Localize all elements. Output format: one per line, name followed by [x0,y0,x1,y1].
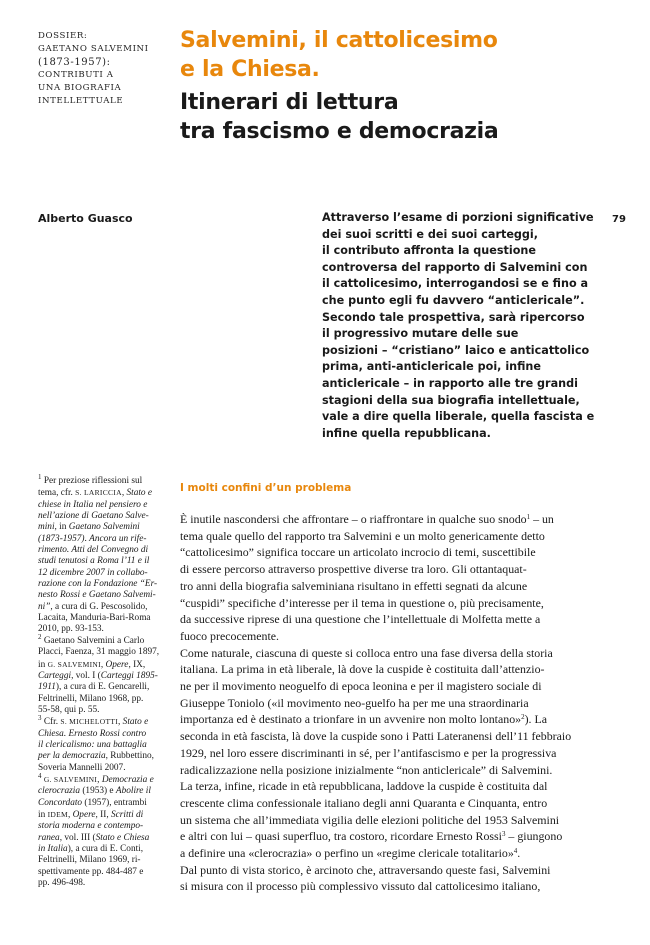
title-italic: per la democrazia [38,751,106,762]
body-line: ne per il movimento neoguelfo di epoca leonina e per il magistero sociale di [180,679,542,694]
title-italic: 1911 [38,682,56,693]
title-italic: in Italia [38,844,68,854]
body-line: fuoco precocemente. [180,628,280,643]
footnote-line: Lacaita, Manduria-Bari-Roma [38,613,151,624]
footnote-line [38,751,168,762]
text: importanza ed è destinato a trionfare in un avvenire non molto lontano» [180,712,522,727]
text: , in [54,522,69,533]
title-line: Salvemini, il cattolicesimo [180,28,498,53]
footnote-line [38,740,168,751]
body-line [180,845,618,862]
text: , vol. III ( [59,832,96,843]
footnote-line [38,786,168,797]
footnote-line [38,473,168,487]
footnote-line: Soveria Mannelli 2007. [38,762,126,773]
text: a definire una «clerocrazia» o perfino un «regime clericale totalitario» [180,846,514,861]
text: , Rubbettino, [105,751,154,762]
footnote-mark: 4 [38,771,42,780]
footnote-line [38,487,168,499]
title-italic: Carteggi 1895- [100,670,158,681]
abstract-line: Attraverso l’esame di porzioni significative [322,211,594,224]
title-italic: il clericalismo: una battaglia [38,739,147,750]
text: È inutile nascondersi che affrontare – o riaffrontare in qualche suo snodo [180,512,527,526]
text: , [118,717,123,728]
abstract-line: il contributo affronta la questione [322,244,536,258]
footnote-line: spettivamente pp. 484-487 e [38,866,144,877]
footnote-line [38,534,168,545]
footnotes [38,473,168,889]
text: , IX, [128,659,146,670]
footnote-line [38,511,168,522]
author-smallcaps: G. SALVEMINI [43,774,98,784]
text: , II, [95,809,111,820]
text: . [517,846,521,861]
abstract-line: il cattolicesimo, interrogandosi se e fino a [322,277,589,291]
abstract-line: infine quella repubblicana. [322,426,491,440]
text: tema, cfr. [38,488,76,499]
body-line: tema quale quello del rapporto tra Salvemini e un molto genericamente detto [180,528,545,543]
title-italic: Concordato [38,797,83,808]
body-text [180,511,618,895]
footnote-line [38,821,168,832]
body-line: Giuseppe Toniolo («il movimento neo-guelfo ha per me una straordinaria [180,695,529,710]
dossier-line: UNA BIOGRAFIA [38,83,122,93]
footnote-line: Feltrinelli, Milano 1968, pp. [38,693,144,704]
body-line: da successive riprese di una questione che l’intellettuale di Molfetta mette a [180,612,541,627]
text: – un [530,512,554,526]
title-italic: chiese in Italia nel pensiero e [38,499,148,510]
footnote-ref[interactable]: 4 [513,847,518,856]
footnote-mark: 2 [38,632,42,641]
footnote-line [38,844,168,855]
author-name: Alberto Guasco [38,212,133,225]
footnote-line [38,729,168,740]
body-line: 1929, nel loro essere discriminanti in sé, per l’antifascismo e per la progressiva [180,745,557,760]
abstract-line: controversa del rapporto di Salvemini con [322,260,588,274]
title-italic: Gaetano Salvemini [68,522,140,533]
footnote-line [38,632,168,647]
body-line: di essere percorso attraverso prospettive diverse tra loro. Gli ottantaquat- [180,562,527,577]
footnote-ref[interactable]: 2 [521,713,525,722]
dossier-line: INTELLETTUALE [38,96,124,106]
title-italic: Opere [72,809,96,820]
title-italic: Abolire il [115,786,151,797]
title-italic: Scritti di [110,809,144,820]
title-italic: 12 dicembre 2007 in collabo- [38,567,148,578]
title-italic: ranea [38,832,60,843]
body-line: “cuspidi” specifiche d’interesse per il tema in questione o, più precisamente, [180,595,544,610]
abstract-line: Secondo tale prospettiva, sarà ripercorso [322,310,585,324]
abstract [322,210,602,442]
text: in [38,809,48,820]
footnote-line [38,798,168,809]
subtitle-line: tra fascismo e democrazia [180,119,499,144]
article-title [180,26,498,84]
title-line: e la Chiesa. [180,57,320,82]
text: – giungono [505,829,563,844]
article-subtitle [180,88,498,146]
footnote-line: pp. 496-498. [38,878,86,889]
footnote-line [38,568,168,579]
text: , a cura di G. Pescosolido, [50,601,148,612]
abstract-line: che punto egli fu davvero “anticlericale”. [322,293,585,307]
text: , [121,488,127,499]
text: in [38,659,48,670]
footnote-line [38,556,168,567]
text: e altri con lui – quasi superfluo, tra costoro, ricordare Ernesto Rossi [180,829,502,844]
text: , vol. I ( [71,670,101,681]
title-italic: Ancora un rife- [89,533,147,544]
abstract-line: prima, anti-anticlericale poi, infine [322,360,541,374]
footnote-line [38,545,168,556]
dossier-label [38,30,168,108]
abstract-line: dei suoi scritti e dei suoi carteggi, [322,227,539,241]
footnote-line [38,716,168,728]
title-italic: ni” [38,601,51,612]
title-italic: Chiesa. Ernesto Rossi contro [38,728,147,739]
footnote-line [38,833,168,844]
title-italic: mini [38,522,55,533]
title-italic: (1873-1957) [38,533,85,544]
dossier-line: (1873-1957): [38,57,111,68]
body-line: si misura con il processo più complessivo vissuto dal cattolicesimo italiano, [180,879,541,894]
body-line: tro anni della biografia salveminiana risultano in effetti segnati da alcune [180,578,528,593]
body-line: un sistema che all’immediata vigilia delle elezioni politiche del 1953 Salvemini [180,812,560,827]
dossier-line: DOSSIER: [38,31,88,41]
abstract-line: vale a dire quella liberale, quella fascista e [322,410,595,424]
text: . [84,533,90,544]
title-italic: nell’azione di Gaetano Salve- [38,511,149,522]
title-italic: clerocrazia [38,786,80,797]
footnote-line [38,671,168,682]
text: ), a cura di E. Conti, [67,844,144,854]
title-italic: Carteggi [38,670,72,681]
subtitle-line: Itinerari di lettura [180,90,399,115]
footnote-line [38,602,168,613]
author-smallcaps: S. MICHELOTTI [60,717,119,727]
footnote-line [38,522,168,533]
title-italic: Opere [105,659,129,670]
footnote-line [38,771,168,786]
footnote-line [38,579,168,590]
dossier-line: CONTRIBUTI A [38,70,114,80]
text: Gaetano Salvemini a Carlo [41,635,145,646]
footnote-line: Feltrinelli, Milano 1969, ri- [38,855,141,866]
section-heading: I molti confini d’un problema [180,482,352,494]
abstract-line: il progressivo mutare delle sue [322,327,519,341]
title-italic: storia moderna e contempo- [38,821,144,832]
text: (1953) e [80,786,116,797]
footnote-line [38,590,168,601]
footnote-ref[interactable]: 1 [526,513,531,521]
body-line: Come naturale, ciascuna di queste si colloca entro una fase diversa della storia [180,645,553,660]
footnote-ref[interactable]: 3 [501,830,506,839]
title-italic: rimento. Atti del Convegno di [38,545,149,556]
title-italic: Stato e [122,717,149,728]
body-line [180,828,618,845]
body-line [180,711,618,728]
title-italic: Democrazia e [101,774,154,785]
abstract-line: stagioni della sua biografia intellettuale, [322,393,580,407]
body-line: radicalizzazione nella posizione inizialmente “non anticlericale” di Salvemini. [180,762,553,777]
text: (1957), entrambi [82,797,147,808]
title-italic: studi tenutosi a Roma l’11 e il [38,556,150,567]
footnote-mark: 1 [38,473,42,481]
abstract-line: anticlericale – in rapporto alle tre grandi [322,376,578,390]
page-number: 79 [612,214,626,225]
title-italic: nesto Rossi e Gaetano Salvemi- [38,590,156,601]
text: , [100,659,106,670]
body-line: Dal punto di vista storico, è arcinoto che, attraversando queste fasi, Salvemini [180,862,551,877]
footnote-line: 2010, pp. 93-153. [38,624,104,635]
footnote-mark: 3 [38,714,42,723]
body-line: crescente clima confessionale italiano degli anni Quaranta e Cinquanta, entro [180,795,548,810]
title-italic: Stato e Chiesa [95,832,150,843]
body-line: seconda in età fascista, là dove la cuspide sono i Patti Lateranensi dell’11 febbraio [180,729,572,744]
author-smallcaps: IDEM [47,809,68,819]
abstract-line: posizioni – “cristiano” laico e anticattolico [322,343,590,357]
footnote-line: Placci, Faenza, 31 maggio 1897, [38,647,160,658]
body-line: italiana. La prima in età liberale, là dove la cuspide è costituita dall’attenzio- [180,662,545,677]
footnote-line [38,809,168,821]
body-line [180,511,618,528]
footnote-line [38,682,168,693]
footnote-line: 55-58, qui p. 55. [38,704,100,715]
footnote-line [38,500,168,511]
body-line: La terza, infine, ricade in età repubblicana, laddove la cuspide è costituita dal [180,779,548,794]
dossier-line: GAETANO SALVEMINI [38,44,149,54]
author-smallcaps: G. SALVEMINI [47,659,101,669]
text: , [67,809,73,820]
author-smallcaps: S. LARICCIA [75,488,122,498]
text: ), a cura di E. Gencarelli, [55,682,150,693]
text: Per preziose riflessioni sul [41,476,143,486]
body-line: “cattolicesimo” significa toccare un articolato incrocio di temi, suscettibile [180,545,536,560]
text: ). La [524,712,548,727]
text: , [97,774,102,785]
text: Cfr. [41,717,61,728]
title-italic: Stato e [126,488,153,499]
title-italic: razione con la Fondazione “Er- [38,579,158,590]
footnote-line [38,659,168,671]
